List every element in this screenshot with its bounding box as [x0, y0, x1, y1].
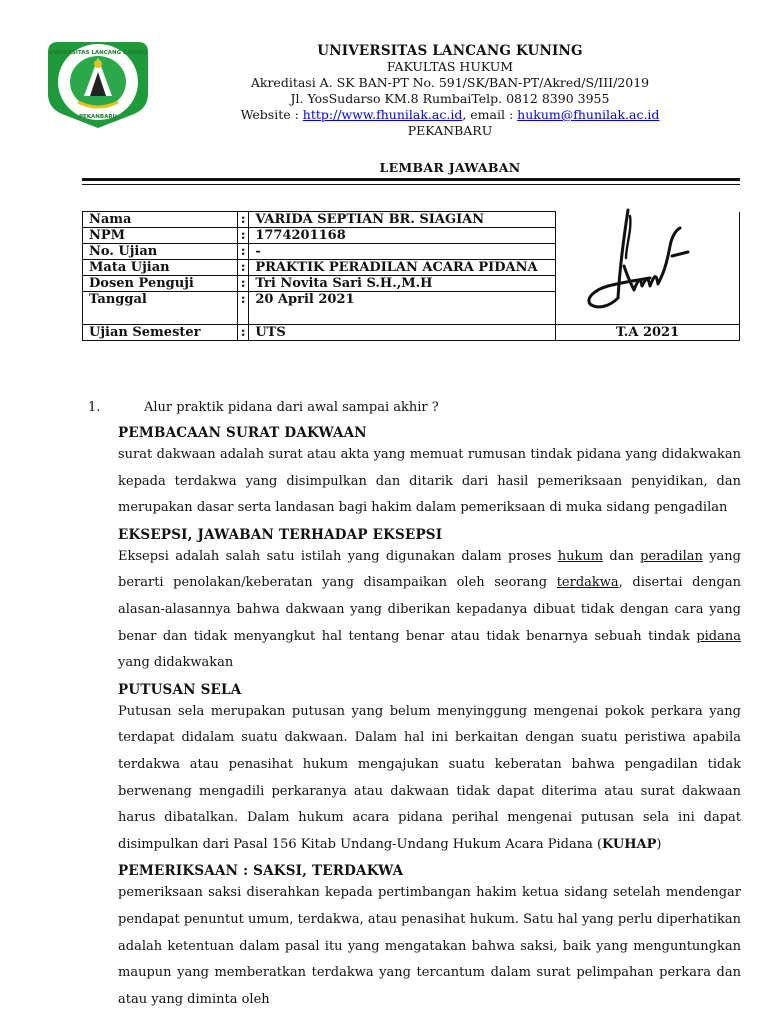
question-line: [88, 400, 439, 415]
university-logo: [44, 34, 152, 130]
info-colon: :: [237, 260, 248, 276]
letterhead: [200, 43, 700, 139]
header-rule-thick: [82, 178, 740, 181]
header-rule-thin: [82, 184, 740, 185]
contact-line: [200, 107, 700, 123]
info-row: [83, 325, 740, 341]
signature: [580, 206, 700, 316]
section-text: [118, 699, 741, 859]
kuhap-bold: KUHAP: [602, 836, 657, 852]
info-colon: :: [237, 276, 248, 292]
academic-year: T.A 2021: [555, 325, 739, 341]
text-run: yang berarti penolakan/keberatan yang disampaikan oleh seorang: [118, 548, 742, 591]
info-label: Nama: [83, 212, 238, 228]
info-colon: :: [237, 325, 248, 341]
website-label: Website :: [240, 107, 303, 122]
logo-text-top: UNIVERSITAS LANCANG KUNING: [48, 50, 148, 56]
info-label: Dosen Penguji: [83, 276, 238, 292]
link-pidana[interactable]: pidana: [696, 628, 741, 644]
section-heading: PUTUSAN SELA: [118, 681, 242, 698]
info-colon: :: [237, 228, 248, 244]
text-run: yang didakwakan: [118, 655, 234, 671]
info-value: 1774201168: [249, 228, 556, 244]
info-value: UTS: [249, 325, 556, 341]
section-heading: PEMERIKSAAN : SAKSI, TERDAKWA: [118, 863, 404, 880]
email-link[interactable]: hukum@fhunilak.ac.id: [517, 107, 660, 122]
info-value: Tri Novita Sari S.H.,M.H: [249, 276, 556, 292]
info-value: -: [249, 244, 556, 260]
info-label: Ujian Semester: [83, 325, 238, 341]
link-terdakwa[interactable]: terdakwa: [556, 575, 619, 591]
text-run: Putusan sela merupakan putusan yang belum menyinggung mengenai pokok perkara yang terdapat didalam suatu dakwaan. Dalam hal ini berkaitan dengan suatu peristiwa apabila terdakwa atau penasihat hukum mengajukan suatu keberatan bahwa pengadilan tidak berwenang mengadili perkaranya atau dakwaan tidak dapat diterima atau surat dakwaan harus dibatalkan. Dalam hukum acara pidana perihal mengenai putusan sela ini dapat disimpulkan dari Pasal 156 Kitab Undang-Undang Hukum Acara Pidana (: [118, 703, 741, 852]
text-run: Eksepsi adalah salah satu istilah yang digunakan dalam proses: [118, 548, 558, 564]
info-label: Tanggal: [83, 292, 238, 325]
section-heading: PEMBACAAN SURAT DAKWAAN: [118, 425, 367, 441]
info-colon: :: [237, 244, 248, 260]
logo-text-bottom: PEKANBARU: [78, 114, 118, 120]
faculty-name: FAKULTAS HUKUM: [386, 59, 514, 74]
city: PEKANBARU: [407, 123, 493, 138]
text-run: ): [656, 836, 662, 852]
link-hukum[interactable]: hukum: [557, 548, 604, 564]
university-name: UNIVERSITAS LANCANG KUNING: [317, 43, 583, 59]
section-text: surat dakwaan adalah surat atau akta yang memuat rumusan tindak pidana yang didakwakan kepada terdakwa yang disimpulkan dan ditarik dari hasil pemeriksaan penyidikan, dan merupakan dasar serta landasan bagi hakim dalam pemeriksaan di muka sidang pengadilan: [118, 447, 741, 516]
question-text: Alur praktik pidana dari awal sampai akhir ?: [144, 400, 439, 415]
text-run: dan: [603, 548, 641, 564]
link-peradilan[interactable]: peradilan: [640, 548, 703, 564]
section-text: [118, 544, 741, 677]
section-text: pemeriksaan saksi diserahkan kepada pertimbangan hakim ketua sidang setelah mendengar pendapat penuntut umum, terdakwa, atau penasihat hukum. Satu hal yang perlu diperhatikan adalah ketentuan dalam pasal itu yang mengatakan bahwa saksi, baik yang menguntungkan maupun yang memberatkan terdakwa yang tercantum dalam surat pelimpahan perkara dan atau yang diminta oleh: [118, 885, 741, 1007]
info-value: PRAKTIK PERADILAN ACARA PIDANA: [249, 260, 556, 276]
question-number: 1.: [88, 400, 101, 415]
website-link[interactable]: http://www.fhunilak.ac.id: [302, 107, 463, 122]
accreditation: Akreditasi A. SK BAN-PT No. 591/SK/BAN-PT/Akred/S/III/2019: [250, 75, 650, 90]
answer-body: [118, 424, 741, 1013]
info-label: NPM: [83, 228, 238, 244]
info-value: 20 April 2021: [249, 292, 556, 325]
address: Jl. YosSudarso KM.8 RumbaiTelp. 0812 8390 3955: [290, 91, 610, 106]
info-value: VARIDA SEPTIAN BR. SIAGIAN: [249, 212, 556, 228]
info-colon: :: [237, 212, 248, 228]
section-heading: EKSEPSI, JAWABAN TERHADAP EKSEPSI: [118, 526, 443, 543]
info-label: Mata Ujian: [83, 260, 238, 276]
info-label: No. Ujian: [83, 244, 238, 260]
sheet-title: LEMBAR JAWABAN: [379, 160, 521, 175]
text-run: , disertai dengan alasan-alasannya bahwa dakwaan yang diberikan kepadanya dibuat tidak dengan cara yang benar dan tidak menyangkut hal tentang benar atau tidak benarnya sebuah tindak: [118, 575, 741, 644]
email-label: , email :: [462, 107, 518, 122]
info-colon: :: [237, 292, 248, 325]
